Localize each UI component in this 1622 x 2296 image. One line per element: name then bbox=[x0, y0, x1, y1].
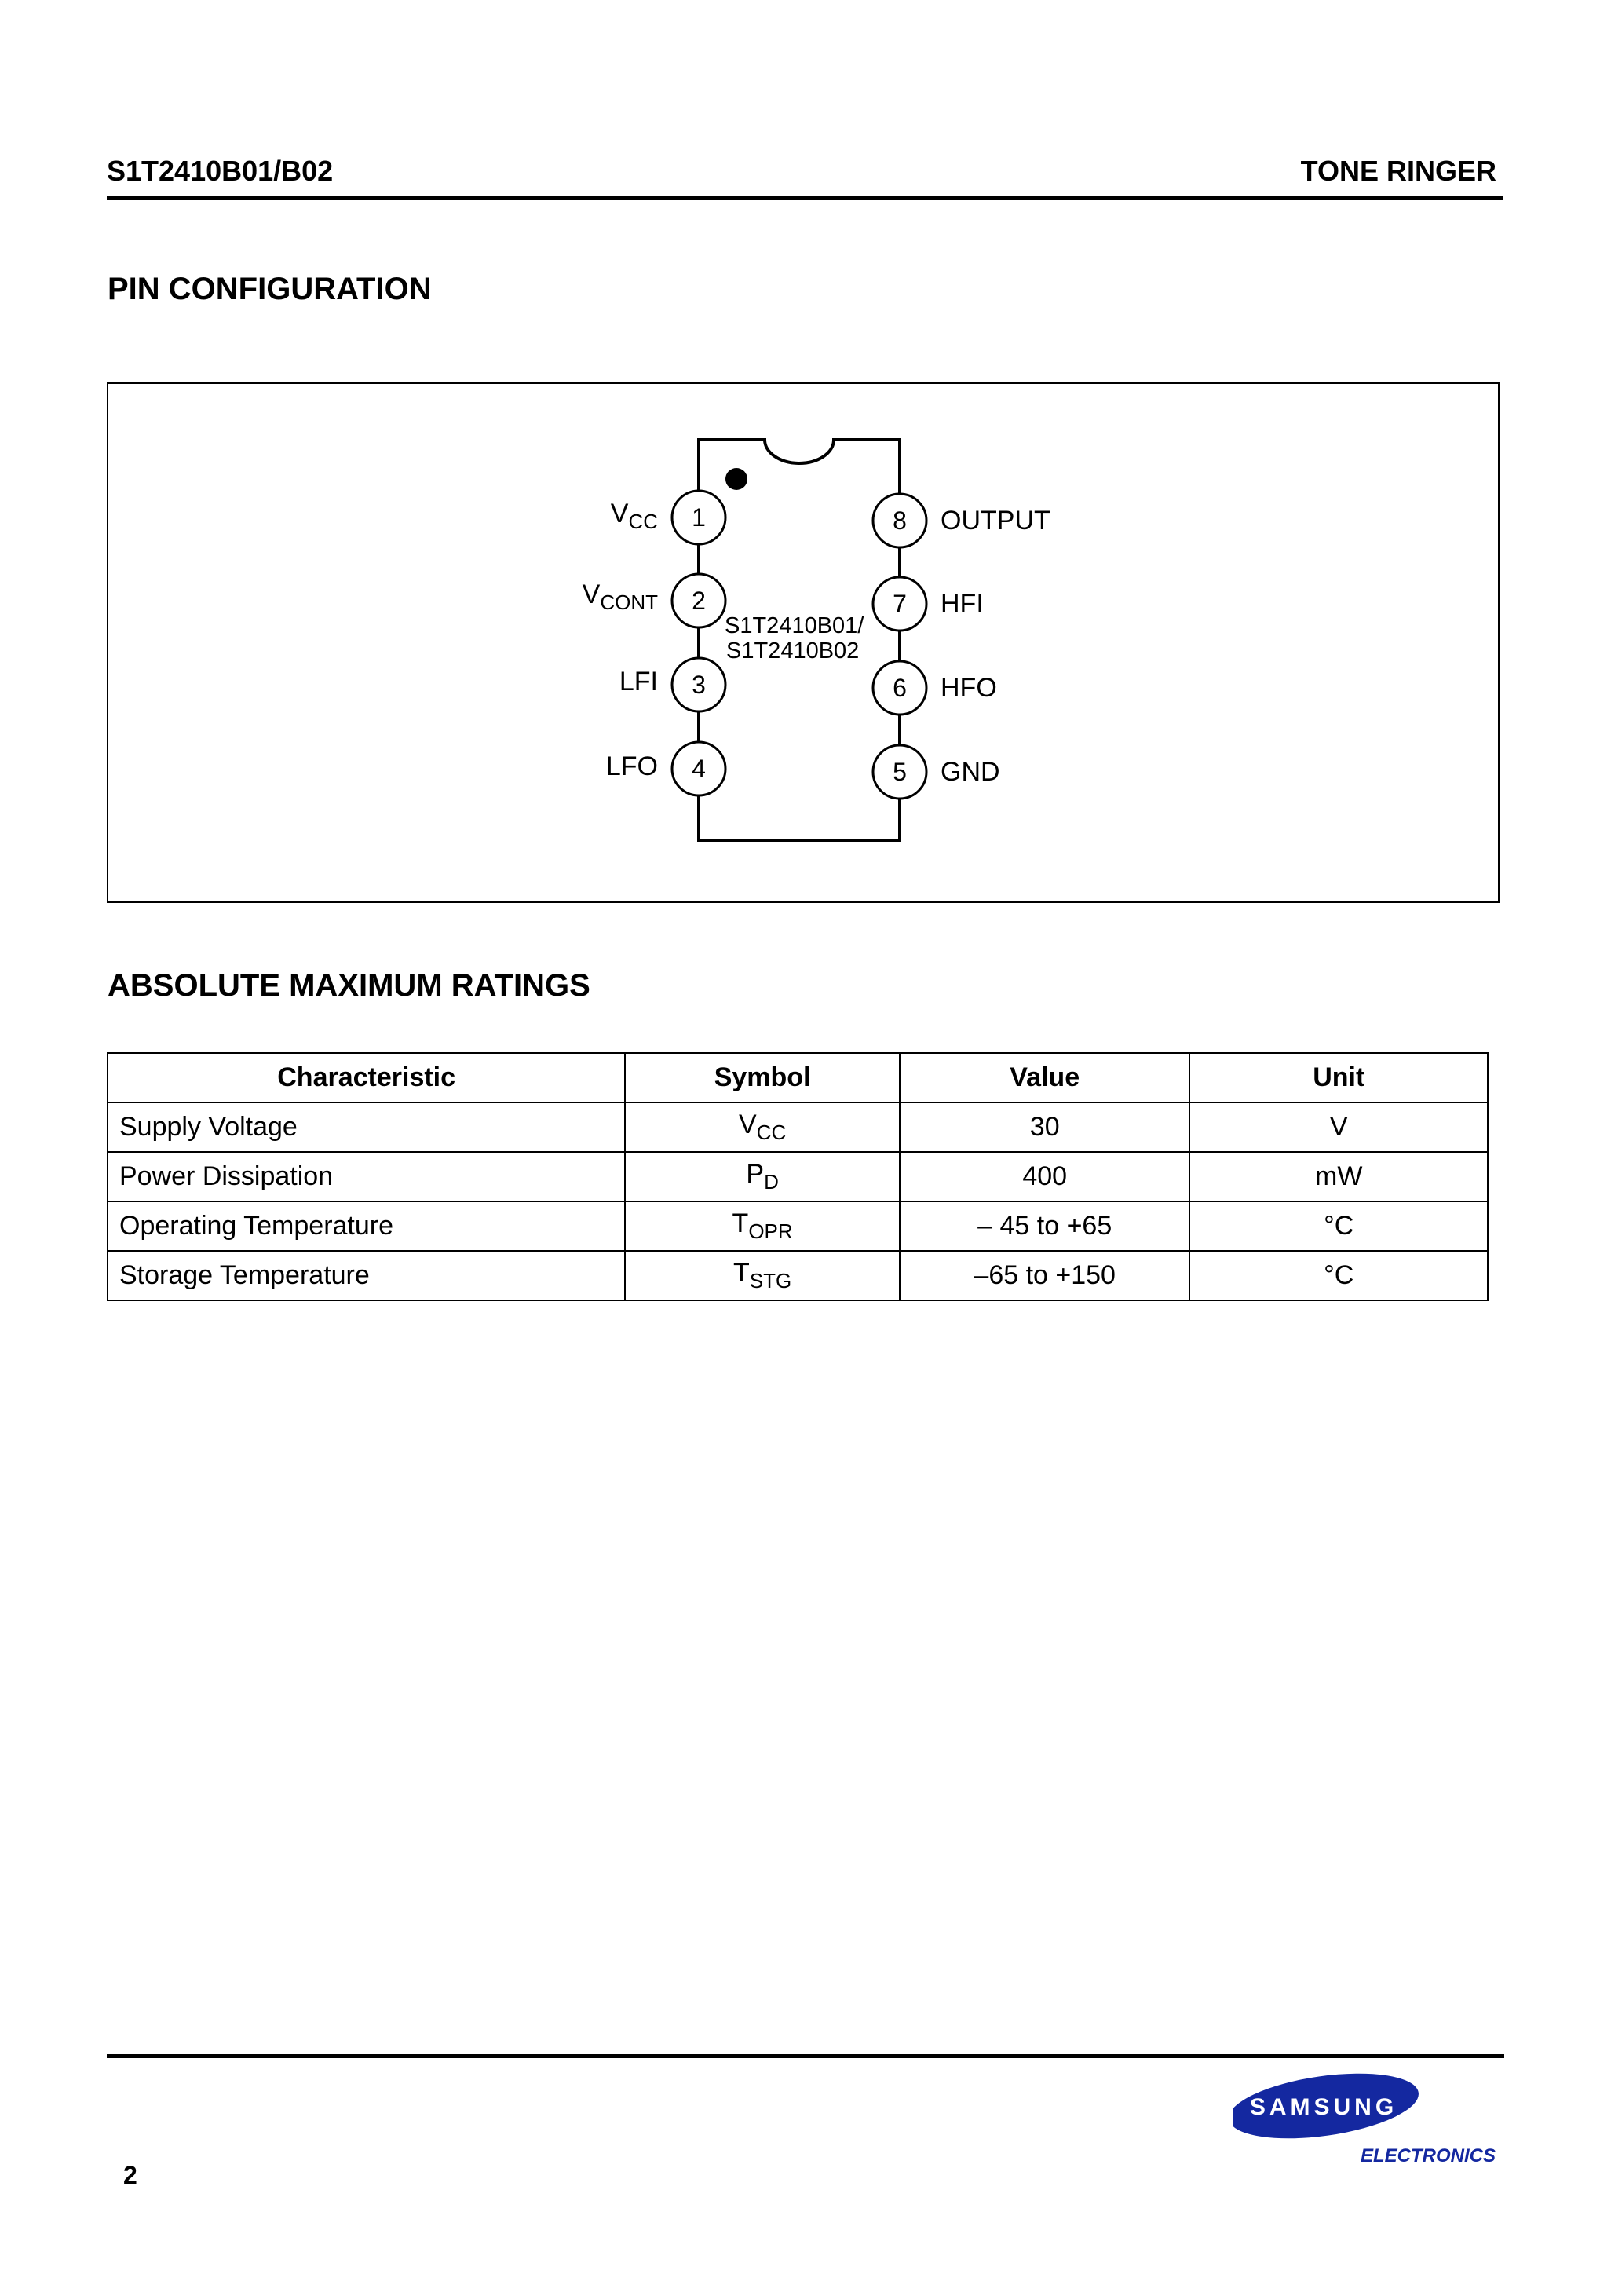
pin-8-number: 8 bbox=[893, 506, 907, 535]
symbol-main: T bbox=[732, 1258, 750, 1288]
column-header-symbol: Symbol bbox=[625, 1053, 900, 1102]
symbol-main: P bbox=[746, 1159, 765, 1189]
column-header-unit: Unit bbox=[1189, 1053, 1488, 1102]
value-cell: –65 to +150 bbox=[900, 1251, 1190, 1300]
characteristic-cell: Storage Temperature bbox=[108, 1251, 625, 1300]
pin-3 bbox=[619, 658, 725, 711]
symbol-cell bbox=[625, 1152, 900, 1201]
pin-7-name: HFI bbox=[941, 589, 984, 619]
part-number: S1T2410B01/B02 bbox=[107, 155, 334, 187]
pin-7 bbox=[873, 577, 984, 631]
pin-2-name-sub: CONT bbox=[600, 590, 658, 614]
value-cell: – 45 to +65 bbox=[900, 1201, 1190, 1251]
pin-3-number: 3 bbox=[692, 671, 706, 699]
pin-5-number: 5 bbox=[893, 758, 907, 786]
characteristic-cell: Power Dissipation bbox=[108, 1152, 625, 1201]
samsung-logo-text: SAMSUNG bbox=[1249, 2094, 1398, 2120]
samsung-electronics-logo bbox=[1233, 2070, 1523, 2172]
pin-7-number: 7 bbox=[893, 590, 907, 618]
pin-5-name: GND bbox=[941, 757, 1000, 787]
symbol-sub: D bbox=[764, 1170, 779, 1194]
chip-label-line1: S1T2410B01/ bbox=[725, 613, 864, 638]
table-row bbox=[108, 1251, 1488, 1300]
pin-1-name-main: V bbox=[610, 499, 629, 528]
pin-3-name: LFI bbox=[619, 667, 658, 696]
pin-diagram-frame bbox=[107, 382, 1500, 903]
column-header-characteristic: Characteristic bbox=[108, 1053, 625, 1102]
pin-8 bbox=[873, 494, 1050, 547]
symbol-sub: STG bbox=[749, 1269, 792, 1292]
pin1-indicator-dot bbox=[725, 468, 747, 490]
symbol-main: V bbox=[738, 1110, 757, 1139]
table-row bbox=[108, 1152, 1488, 1201]
ratings-title: ABSOLUTE MAXIMUM RATINGS bbox=[108, 968, 590, 1003]
pin-6-number: 6 bbox=[893, 674, 907, 702]
characteristic-cell: Supply Voltage bbox=[108, 1102, 625, 1152]
pin-1-name bbox=[611, 499, 658, 533]
symbol-cell bbox=[625, 1251, 900, 1300]
pin-2-name-main: V bbox=[582, 579, 601, 609]
unit-cell: V bbox=[1189, 1102, 1488, 1152]
characteristic-cell: Operating Temperature bbox=[108, 1201, 625, 1251]
footer-rule bbox=[107, 2054, 1504, 2058]
table-row bbox=[108, 1102, 1488, 1152]
pin-2-number: 2 bbox=[692, 587, 706, 615]
unit-cell: °C bbox=[1189, 1251, 1488, 1300]
pin-2-name bbox=[583, 579, 658, 614]
symbol-sub: CC bbox=[756, 1121, 787, 1144]
chip-label-line2: S1T2410B02 bbox=[726, 638, 860, 664]
pin-diagram bbox=[108, 384, 1498, 901]
pin-4 bbox=[606, 742, 725, 795]
pin-1-name-sub: CC bbox=[628, 510, 658, 533]
column-header-value: Value bbox=[900, 1053, 1190, 1102]
pin-2 bbox=[583, 574, 725, 627]
ratings-table bbox=[107, 1052, 1489, 1301]
pin-6-name: HFO bbox=[941, 673, 997, 703]
product-title: TONE RINGER bbox=[1300, 155, 1496, 187]
electronics-logo-text: ELECTRONICS bbox=[1360, 2145, 1496, 2166]
pin-5 bbox=[873, 745, 1000, 799]
value-cell: 400 bbox=[900, 1152, 1190, 1201]
value-cell: 30 bbox=[900, 1102, 1190, 1152]
pin-4-name: LFO bbox=[605, 751, 658, 781]
symbol-cell bbox=[625, 1102, 900, 1152]
unit-cell: °C bbox=[1189, 1201, 1488, 1251]
pin-6 bbox=[873, 661, 997, 715]
pin-1 bbox=[611, 491, 725, 544]
symbol-main: T bbox=[732, 1208, 749, 1238]
pin-1-number: 1 bbox=[692, 503, 706, 532]
unit-cell: mW bbox=[1189, 1152, 1488, 1201]
header-rule bbox=[107, 196, 1503, 200]
page-number: 2 bbox=[123, 2161, 137, 2189]
symbol-cell bbox=[625, 1201, 900, 1251]
table-row bbox=[108, 1201, 1488, 1251]
pin-8-name: OUTPUT bbox=[941, 506, 1050, 536]
pin-configuration-title: PIN CONFIGURATION bbox=[108, 272, 432, 306]
symbol-sub: OPR bbox=[748, 1219, 793, 1243]
pin-4-number: 4 bbox=[692, 755, 706, 783]
table-header-row bbox=[108, 1053, 1488, 1102]
